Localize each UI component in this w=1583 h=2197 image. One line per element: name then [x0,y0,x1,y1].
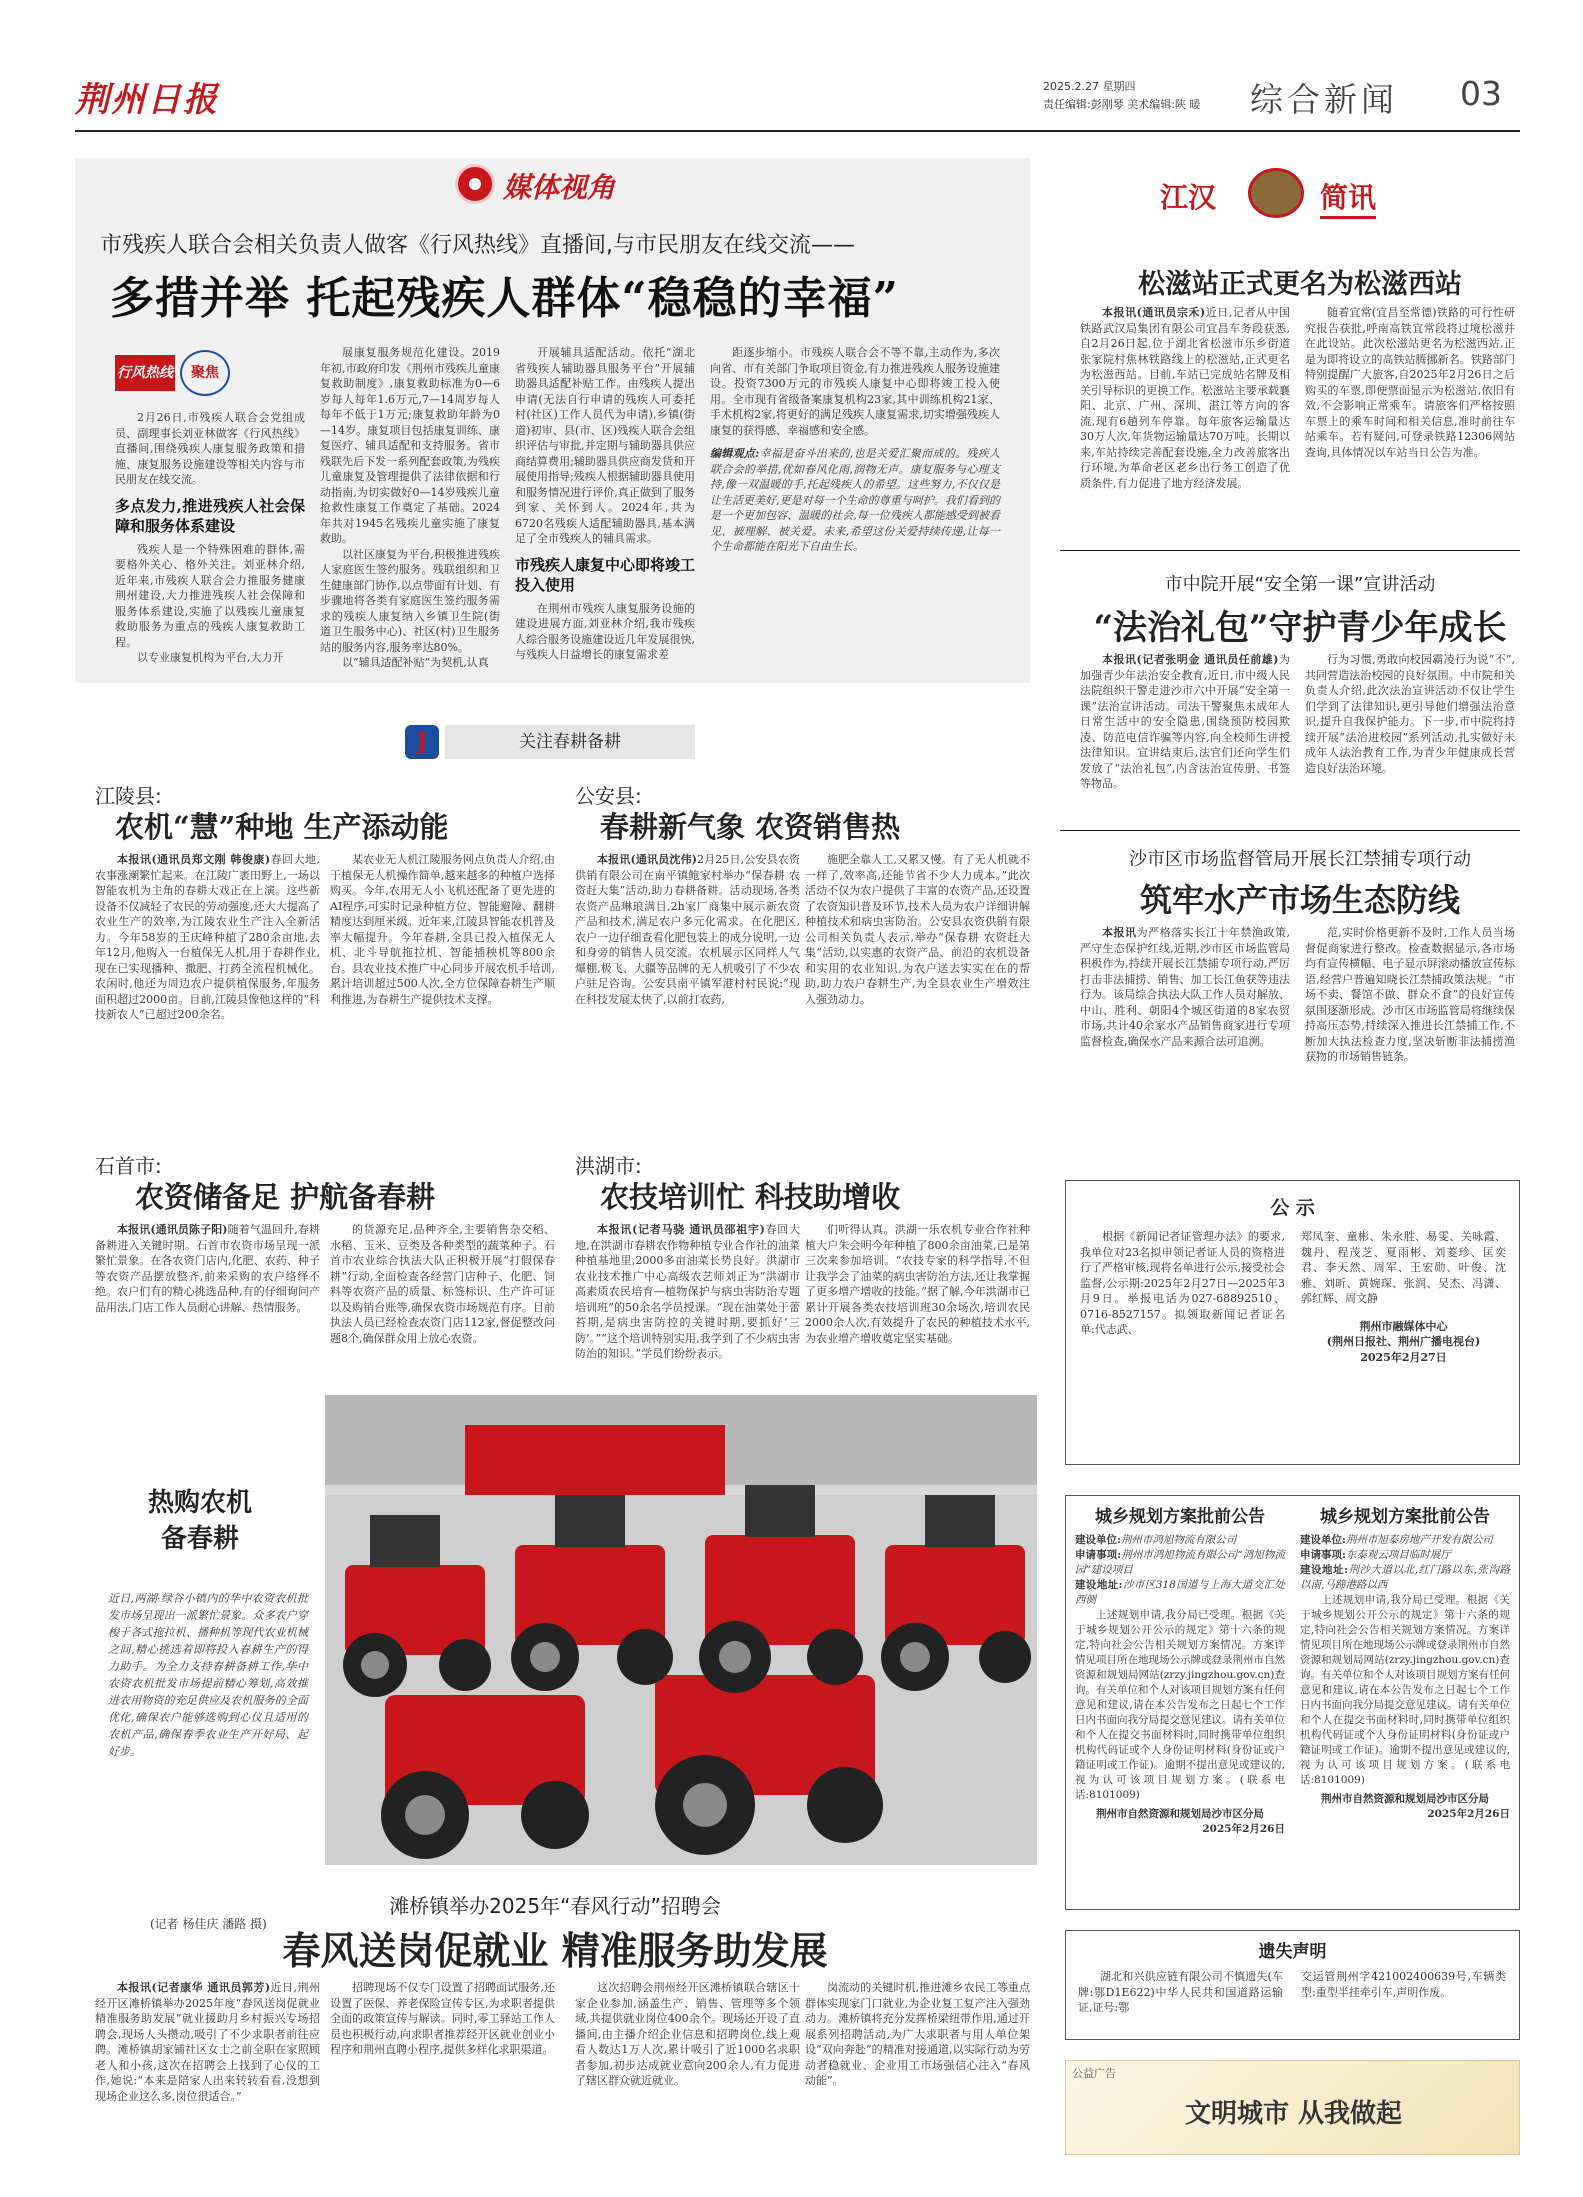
focus-logo: 聚焦 [180,350,230,396]
a3-col2 [330,1222,555,1346]
plan1-unit: 荆州市鸿旭物流有限公司 [1120,1534,1237,1546]
n2-body2: 行为习惯,勇敢向校园霸凌行为说“不”,共同营造法治校园的良好氛围。中市院和关负责人介绍,此次法治宣讲活动不仅让学生们学到了法律知识,更引导他们增强法治意识,提升自我保护能力。下一步,市中院将持续开展“法治进校园”系列活动,扎实做好未成年人法治教育工作,为青少年健康成长营造良好法治环境。 [1305,653,1515,775]
lead-col3 [515,345,695,663]
plan2-title: 城乡规划方案批前公告 [1320,1507,1490,1527]
masthead [75,62,1520,132]
bottom-body: 近日,荆州经开区滩桥镇举办2025年度“春风送岗促就业 精准服务助发展”就业援助月乡村振兴专场招聘会,现场人头攒动,吸引了不少求职者前往应聘。滩桥镇胡家铺社区女士之前全职在家照顾老人和小孩,这次在招聘会上找到了心仪的工作,她说:“本来是陪家人出来转转看看,没想到现场企业这么多,岗位很适合。” [95,1981,320,2103]
bottom-lead: 本报讯(记者康华 通讯员郭芳) [117,1981,271,1994]
tractor-photo-svg [325,1395,1037,1865]
bottom-col4 [805,1980,1030,2180]
banner-label: 媒体视角 [503,171,616,204]
a2-title: 春耕新气象 农资销售热 [600,810,901,844]
spring-tag [405,725,695,761]
divider [1060,830,1520,831]
lost-body: 湖北和兴供应链有限公司不慎遗失(车牌:鄂D1E622)中华人民共和国道路运输证,证号:鄂 [1078,1970,1283,2014]
n1-body2: 随着宜常(宜昌至常德)铁路的可行性研究报告获批,呼南高铁宜常段将过境松滋并在此设站。此次松滋站更名为松滋西站,正是为即将设立的高铁站腾挪新名。铁路部门特别提醒广大旅客,自2025年2月26日之后购买的车票,即便票面显示为松滋站,依旧有效,不会影响正常乘车。请旅客们严格按照车票上的乘车时间和相关信息,准时前往车站乘车。若有疑问,可登录铁路12306网站查询,具体情况以车站当日公告为准。 [1305,306,1515,459]
tractor-photo [325,1395,1037,1865]
plan2-date: 2025年2月26日 [1427,1808,1510,1820]
jianghan-label1: 江汉 [1160,181,1217,214]
a1-col2 [330,852,555,1007]
lead-col3-p2: 在荆州市残疾人康复服务设施的建设进展方面,刘亚林介绍,我市残疾人综合服务设施建设近几年发展很快,与残疾人日益增长的康复需求差 [515,601,695,661]
plan2-loc: 荆沙大道以北,红门路以东,张沟路以南,马蹄港路以西 [1300,1564,1510,1591]
a2-col2 [805,852,1030,1007]
notice-body: 根据《新闻记者证管理办法》的要求,我单位对23名拟申领记者证人员的资格进行了严格审核,现将名单进行公示,接受社会监督,公示期:2025年2月27日—2025年3月9日。举报电话为027-68892510、0716-8527157。拟领取新闻记者证名单:代志武、 [1080,1230,1285,1336]
plan1-title: 城乡规划方案批前公告 [1095,1507,1265,1527]
a2-place: 公安县: [575,784,642,808]
lead-sub1: 多点发力,推进残疾人社会保障和服务体系建设 [115,496,305,535]
masthead-rule [75,130,1520,132]
spring-tag-label: 关注春耕备耕 [445,725,695,759]
hotline-logo: 行风热线 [115,355,175,391]
n1-body: 近日,记者从中国铁路武汉局集团有限公司宜昌车务段获悉,自2月26日起,位于湖北省松滋市乐乡街道张家院村焦林铁路线上的松滋站,正式更名为松滋西站。目前,车站已完成站名牌及相关引导标识的更换工作。松滋站主要承载襄阳、北京、广州、深圳、湛江等方向的客流,现有6趟列车停靠。每年旅客运输量达30万人次,年货物运输量达70万吨。长期以来,车站持续完善配套设施,全力改善旅客出行环境,为革命老区老乡出行务工创造了优质条件,有力促进了地方经济发展。 [1080,306,1290,490]
plan1-body: 上述规划申请,我分局已受理。根据《关于城乡规划公开公示的规定》第十六条的规定,特向社会公告相关规划方案情况。方案详情见项目所在地现场公示牌或登录荆州市自然资源和规划局网站(zrzy.jingzhou.gov.cn)查询。有关单位和个人对该项目规划方案有任何意见和建议,请在本公告发布之日起七个工作日内书面向我分局提交意见建议。请有关单位和个人在提交书面材料时,同时携带单位组织机构代码证或个人身份证明材料(身份证或户籍证明或工作证)。逾期不提出意见或建议的,视为认可该项目规划方案。(联系电话:8101009) [1075,1609,1285,1801]
lead-col1-p2: 以专业康复机构为平台,大力开 [137,651,284,664]
plan1-signer: 荆州市自然资源和规划局沙市区分局 [1096,1808,1264,1820]
jianghan-header [1160,168,1420,228]
notice-col2 [1301,1229,1506,1365]
a1-body: 春回大地,农事涨潮繁忙起来。在江陵广袤田野上,一场以智能农机为主角的春耕大戏正在上演。这些新设备不仅减轻了农民的劳动强度,还大大提高了农业生产的效率,为江陵农业生产注入全新活力。今年58岁的王庆峰种植了280余亩地,去年12月,他购入一台植保无人机,用于春耕作业,现在已实现播种、撒肥、打药全流程机械化。农闲时,他还为周边农户提供植保服务,年服务面积超过2000亩。目前,江陵县像他这样的“科技新农人”已超过200余名。 [95,853,320,1021]
n1-col2 [1305,305,1515,460]
lead-col4-p1: 距逐步缩小。市残疾人联合会不等不靠,主动作为,多次向省、市有关部门争取项目资金,有力推进残疾人服务设施建设。投资7300万元的市残疾人康复中心即将竣工投入使用。全市现有省级备案康复机构23家,其中训练机构21家、手术机构2家,将更好的满足残疾人康复需求,切实增强残疾人康复的获得感、幸福感和安全感。 [710,346,1000,437]
a2-lead: 本报讯(通讯员沈伟) [597,853,697,866]
lost-title: 遗失声明 [1258,1942,1327,1962]
n3-title: 筑牢水产市场生态防线 [1139,881,1460,919]
n2-title: “法治礼包”守护青少年成长 [1093,608,1507,648]
a4-col1 [575,1222,800,1362]
plan2-proj: 东泰观云项目临时展厅 [1345,1549,1451,1561]
a1-lead: 本报讯(通讯员郑文刚 韩俊康) [117,853,271,866]
n3-body: 为严格落实长江十年禁渔政策,严守生态保护红线,近期,沙市区市场监管局积极作为,持续开展长江禁捕专项行动,严厉打击非法捕捞、销售、加工长江鱼获等违法行为。该局综合执法大队工作人员对解放、中山、胜利、朝阳4个城区街道的8家农贸市场,共计40余家水产品销售商家进行专项监督检查,确保水产品来源合法可追溯。 [1080,926,1290,1048]
bottom-col3 [575,1980,800,2180]
lead-col1 [115,410,305,666]
plan1-date: 2025年2月26日 [1202,1823,1285,1835]
lost-body2: 交运管荆州字421002400639号,车辆类型:重型半挂牵引车,声明作废。 [1301,1970,1506,1999]
a4-body: 春回大地,在洪湖市春耕农作物种植专业合作社的油菜种植基地里,2000多亩油菜长势良好。洪湖市农业技术推广中心高级农艺师刘正为“洪湖市高素质农民培育—植物保护与病虫害防治专题培训班”的50余名学员授课。“现在油菜处于蕾苔期,是病虫害防控的关键时期,要抓好‘三防’。”“这个培训特别实用,我学到了不少病虫害防治的知识。”学员们纷纷表示。 [575,1223,800,1360]
media-banner [455,160,655,210]
n2-col2 [1305,652,1515,776]
n3-body2: 范,实时价格更新不及时,工作人员当场督促商家进行整改。检查数据显示,各市场均有宣传横幅、电子显示屏滚动播放宣传标语,经营户普遍知晓长江禁捕政策法规。“市场不卖、餐馆不做、群众不食”的良好宣传氛围逐渐形成。沙市区市场监管局将继续保持高压态势,持续深入推进长江禁捕工作,不断加大执法检查力度,坚决斩断非法捕捞渔获物的市场销售链条。 [1305,926,1515,1063]
n1-lead: 本报讯(通讯员宗禾) [1102,306,1206,319]
bottom-body4: 岗流动的关键时机,推进滩乡农民工等重点群体实现家门口就业,为企业复工复产注入强劲动力。滩桥镇将充分发挥桥梁纽带作用,通过开展系列招聘活动,为广大求职者与用人单位架设“双向奔赴”的精准对接通道,以实际行动为劳动者稳就业、企业用工市场强信心注入“春风动能”。 [805,1981,1030,2087]
public-notice [1065,1180,1520,1465]
plan2-signer: 荆州市自然资源和规划局沙市区分局 [1321,1793,1489,1805]
editors: 责任编辑:彭刚琴 美术编辑:陕 暖 [1043,98,1201,111]
a1-place: 江陵县: [95,784,162,808]
j-logo-icon: J [405,725,439,759]
n2-col1 [1080,652,1290,792]
a4-col2 [805,1222,1030,1346]
ad-label: 公益广告 [1072,2067,1116,2080]
paper-logo: 荆州日报 [75,80,219,120]
notice-signer: 荆州市融媒体中心 [1359,1319,1448,1333]
lead-intro: 2月26日,市残疾人联合会党组成员、副理事长刘亚林做客《行风热线》直播间,围绕残疾人康复服务政策和措施、康复服务设施建设等相关内容与市民朋友在线交流。 [115,411,305,486]
n3-lead: 本报讯 [1102,926,1137,939]
plan2-body: 上述规划申请,我分局已受理。根据《关于城乡规划公开公示的规定》第十六条的规定,特向社会公告相关规划方案情况。方案详情见项目所在地现场公示牌或登录荆州市自然资源和规划局网站(zrzy.jingzhou.gov.cn)查询。有关单位和个人对该项目规划方案有任何意见和建议,请在本公告发布之日起七个工作日内书面向我分局提交意见建议。请有关单位和个人在提交书面材料时,同时携带单位组织机构代码证或个人身份证明材料(身份证或户籍证明或工作证)。逾期不提出意见或建议的,视为认可该项目规划方案。(联系电话:8101009) [1300,1594,1510,1786]
notice-title: 公 示 [1270,1197,1315,1219]
plan2-unit-label: 建设单位: [1300,1534,1346,1546]
n2-lead: 本报讯(记者张明金 通讯员任前雄) [1102,653,1279,666]
plan1-proj: 荆州市鸿旭物流有限公司“鸿旭物流园”建设项目 [1075,1549,1285,1576]
jianghan-label2: 简讯 [1320,176,1376,219]
bottom-col1 [95,1980,320,2180]
lead-sub2: 市残疾人康复中心即将竣工投入使用 [515,555,696,594]
plan1-proj-label: 申请事项: [1075,1549,1122,1561]
a3-lead: 本报讯(通讯员陈子阳) [117,1223,228,1236]
notice-names: 郑凤奎、童彬、朱永胜、易雯、关咏霞、魏丹、程茂芝、夏雨彬、刘菱珍、匡奕君、李天然、周军、王宏勋、叶俊、沈雅、刘昕、黄婉琛、张润、吴杰、冯潇、郭红辉、周文静 [1301,1230,1506,1305]
a2-col1 [575,852,800,1007]
photo-title: 热购农机备春耕 [147,1488,252,1554]
plan1-loc: 沙市区318国道与上海大道交汇处西侧 [1075,1579,1285,1606]
issue-date: 2025.2.27 星期四 [1043,80,1136,93]
public-ad [1065,2060,1520,2155]
a2-body: 2月25日,公安县农资供销有限公司在南平镇鲍家村举办“保春耕 农资赶大集”活动,助力春耕备耕。活动现场,各类农资产品琳琅满目,2h家厂商集中展示新农资产品和技术,满足农户多元化需求。在化肥区,农户一边仔细查看化肥包装上的成分说明,一边和身旁的销售人员交流。农机展示区同样人气爆棚,极飞、大疆等品牌的无人机吸引了不少农户驻足咨询。公安县南平镇军港村村民说:“现在科技发展太快了,以前打农药, [575,853,800,1006]
plan2 [1300,1502,1510,1822]
bottom-body2: 招聘现场不仅专门设置了招聘面试服务,还设置了医保、养老保险宣传专区,为求职者提供全面的政策宣传与解读。同时,零工驿站工作人员也积极行动,向求职者推荐经开区就业创业小程序和荆州直聘小程序,提供多样化求职渠道。 [330,1981,555,2056]
n3-col1 [1080,925,1290,1049]
lead-col2 [320,345,500,671]
lead-col2-p2: 以社区康复为平台,积极推进残疾人家庭医生签约服务。残联组织和卫生健康部门协作,以点带面有计划、有步骤地将各类有家庭医生签约服务需求的残疾人康复纳入乡镇卫生院(街道卫生服务中心)、社区(村)卫生服务站的服务内容,服务率达80%。 [320,547,500,654]
bronze-icon [1248,168,1304,218]
lead-headline: 多措并举 托起残疾人群体“稳稳的幸福” [110,273,899,324]
photo-credit: (记者 杨佳庆 潘路 摄) [150,1917,267,1931]
lost-statement [1065,1930,1520,2040]
section-name: 综合新闻 [1250,80,1398,119]
a3-body: 随着气温回升,春耕备耕进入关键时期。石首市农资市场呈现一派繁忙景象。在各农资门店内,化肥、农药、种子等农资产品摆放整齐,前来采购的农户络绎不绝。农户们有的精心挑选品种,有的仔细询问产品用法,门店工作人员耐心讲解、热情服务。 [95,1223,320,1314]
lead-col2-p1: 展康复服务规范化建设。2019年初,市政府印发《荆州市残疾儿童康复救助制度》,康复救助标准为0—6岁每人每年1.6万元,7—14周岁每人每年不低于1万元;康复救助年龄为0—14岁。康复项目包括康复训练、康复医疗、辅具适配和支持服务。省市残联先后下发一系列配套政策,为残疾儿童康复及管理提供了法律依据和行动指南,为切实做好0—14岁残疾儿童抢救性康复工作奠定了基础。2024年共对1945名残疾儿童实施了康复救助。 [320,346,500,545]
divider [1060,550,1520,551]
photo-caption [108,1590,308,1760]
plan2-unit: 荆州市旭泰房地产开发有限公司 [1345,1534,1493,1546]
a4-body2: 们听得认真。洪湖一乐农机专业合作社种植大户朱会明今年种植了800余亩油菜,已是第三次来参加培训。“农技专家的科学指导,不但让我学会了油菜的病虫害防治方法,还让我掌握了更多增产增收的技能。”据了解,今年洪湖市已累计开展各类农技培训班30余场次,培训农民2000余人次,有效提升了农民的种植技术水平,为农业增产增收奠定坚实基础。 [805,1223,1030,1345]
lead-col2-p3: 以“辅具适配补贴”为契机,认真 [342,656,489,669]
bottom-body3: 这次招聘会荆州经开区滩桥镇联合辖区十家企业参加,涵盖生产、销售、管理等多个领域,共提供就业岗位400余个。现场还开设了直播间,由主播介绍企业信息和招聘岗位,线上观看人数达1万人次,累计吸引了近1000名求职者参加,初步达成就业意向200余人,有力促进了辖区群众就近就业。 [575,1981,800,2087]
plan1 [1075,1502,1285,1837]
n1-col1 [1080,305,1290,491]
lead-col4 [710,345,1000,555]
a2-body2: 施肥全靠人工,又累又慢。有了无人机就不一样了,效率高,还能节省不少人力成本。”此次活动不仅为农户提供了丰富的农资产品,还设置了农资知识普及环节,技术人员为农户详细讲解种植技术和病虫害防治。公安县农资供销有限公司相关负责人表示,举办“保春耕 农资赶大集”活动,以实惠的农资产品、前沿的农机设备和实用的农业知识,为农户送去实实在在的帮助,助力农户春耕生产,为全县农业生产增效注入强劲动力。 [805,853,1030,1006]
lead-col1-p1: 残疾人是一个特殊困难的群体,需要格外关心、格外关注。刘亚林介绍,近年来,市残疾人联合会力推服务健康荆州建设,大力推进残疾人社会保障和服务体系建设,实施了以残疾儿童康复救助服务为重点的残疾人康复救助工程。 [115,542,305,649]
n1-title: 松滋站正式更名为松滋西站 [1138,269,1462,300]
a1-body2: 某农业无人机江陵服务网点负责人介绍,由于植保无人机操作简单,越来越多的种植户选择购买。今年,农用无人小飞机还配备了更先进的AI程序,可实时记录种植方位、智能避障、翻耕精度达到厘米级。近年来,江陵县智能农机普及率大幅提升。今年春耕,全县已投入植保无人机、北斗导航拖拉机、智能插秧机等800余台。县农业技术推广中心同步开展农机手培训,累计培训超过500人次,全方位保障春耕生产顺利推进,为春耕生产提供技术支撑。 [330,853,555,1006]
a3-body2: 的货源充足,品种齐全,主要销售杂交稻、水稻、玉米、豆类及各种类型的蔬菜种子。石首市农业综合执法大队正积极开展“打假保春耕”行动,全面检查各经营门店种子、化肥、饲料等农资产品的质量、标签标识、生产许可证以及购销台账等,确保农资市场规范有序。目前执法人员已经检查农资门店112家,督促整改问题8个,确保群众用上放心农资。 [330,1223,555,1345]
a1-col1 [95,852,320,1023]
bottom-kicker: 滩桥镇举办2025年“春风行动”招聘会 [389,1894,721,1918]
plan1-unit-label: 建设单位: [1075,1534,1121,1546]
photo-caption-text: 近日,两湖·绿谷小镇内的华中农资农机批发市场呈现出一派繁忙景象。众多农户穿梭于各式拖拉机、播种机等现代农业机械之间,精心挑选着即将投入春耕生产的得力助手。为全力支持春耕备耕工作,华中农资农机批发市场提前精心筹划,高效推进农用物资的充足供应及农机服务的全面优化,确保农户能够选购到心仪且适用的农机产品,确保春季农业生产开好局、起好步。 [108,1592,308,1758]
ad-slogan: 文明城市 从我做起 [1184,2099,1403,2129]
bottom-col2 [330,1980,555,2180]
n2-body: 为加强青少年法治安全教育,近日,市中级人民法院组织干警走进沙市六中开展“安全第一课”法治宣讲活动。司法干警聚焦未成年人日常生活中的安全隐患,围绕预防校园欺凌、防范电信诈骗等内容,向全校师生讲授法律知识。宣讲结束后,法官们还向学生们发放了“法治礼包”,内含法治宣传册、书签等物品。 [1080,653,1290,790]
editor-comment: 幸福是奋斗出来的,也是关爱汇聚而成的。残疾人联合会的举措,优如春风化雨,润物无声。康复服务与心理支持,像一双温暖的手,托起残疾人的希望。这些努力,不仅仅是让生活更美好,更是对每一个生命的尊重与呵护。我们看到的是一个更加包容、温暖的社会,每一位残疾人都能感受到被看见、被理解、被关爱。未来,希望这份关爱持续传递,让每一个生命都能在阳光下自由生长。 [710,447,1001,553]
n2-kicker: 市中院开展“安全第一课”宣讲活动 [1164,574,1436,595]
a3-title: 农资储备足 护航备春耕 [135,1180,436,1214]
eye-icon [455,164,495,204]
notice-date: 2025年2月27日 [1360,1350,1447,1364]
notice-col1 [1080,1229,1285,1338]
lead-col3-p1: 开展辅具适配活动。依托“湖北省残疾人辅助器具服务平台”开展辅助器具适配补贴工作。由残疾人提出申请(无法自行申请的残疾人可委托村(社区)工作人员代为申请),乡镇(街道)初审、县(市、区)残疾人联合会组织评估与审批,并定期与辅助器具供应商结算费用;辅助器具供应商发货和开展使用指导;残疾人根据辅助器具使用和服务情况进行评价,真正做到了服务到家、关怀到人。2024年,共为6720名残疾人适配辅助器具,基本满足了全市残疾人的辅具需求。 [515,346,695,545]
a1-title: 农机“慧”种地 生产添动能 [115,810,449,844]
a4-title: 农技培训忙 科技助增收 [600,1180,901,1214]
a4-lead: 本报讯(记者马骁 通讯员邵祖宇) [597,1223,765,1236]
a4-place: 洪湖市: [575,1154,642,1178]
a3-col1 [95,1222,320,1315]
plan2-loc-label: 建设地址: [1300,1564,1348,1576]
lead-kicker: 市残疾人联合会相关负责人做客《行风热线》直播间,与市民朋友在线交流—— [100,233,855,258]
n3-col2 [1305,925,1515,1065]
page-number: 03 [1460,74,1502,113]
n3-kicker: 沙市区市场监督管局开展长江禁捕专项行动 [1129,849,1471,870]
bottom-title: 春风送岗促就业 精准服务助发展 [282,1928,828,1973]
notice-signer2: (荆州日报社、荆州广播电视台) [1326,1335,1481,1348]
plan2-proj-label: 申请事项: [1300,1549,1346,1561]
comment-label: 编辑观点: [710,447,760,460]
plan1-loc-label: 建设地址: [1075,1579,1123,1591]
a3-place: 石首市: [95,1154,162,1178]
